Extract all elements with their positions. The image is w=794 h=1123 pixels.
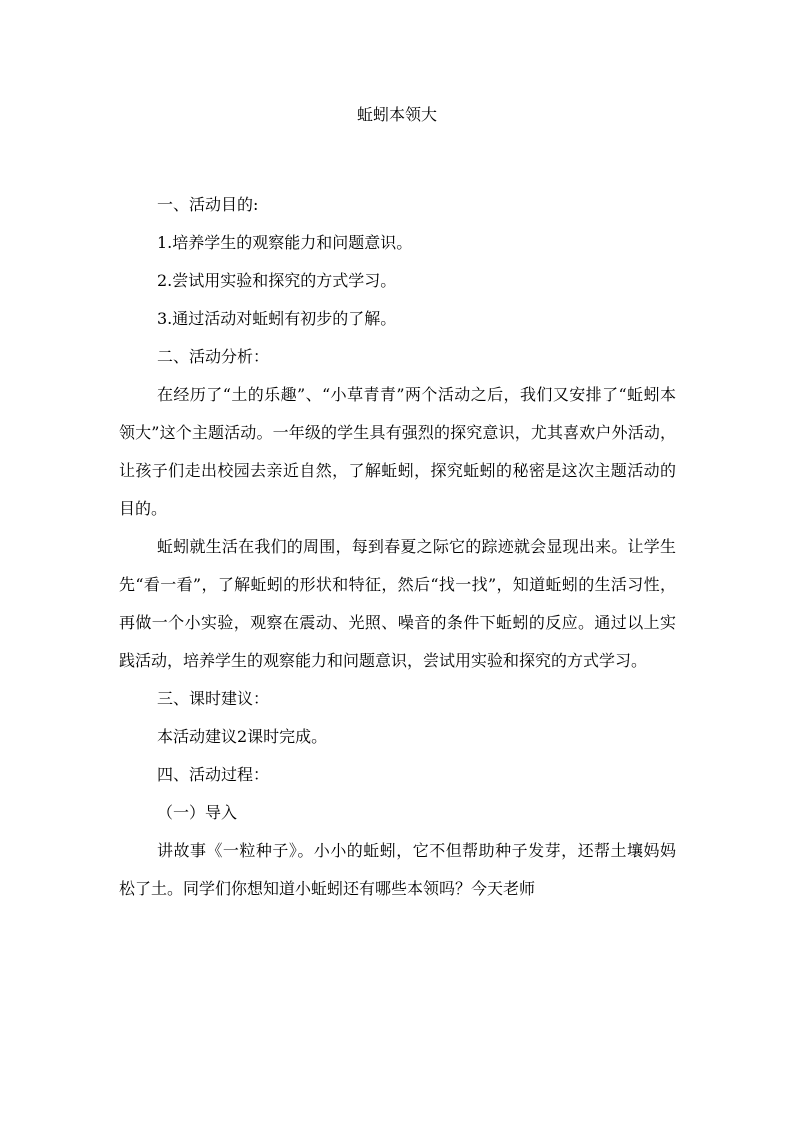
analysis-paragraph-2: 蚯蚓就生活在我们的周围，每到春夏之际它的踪迹就会显现出来。让学生先“看一看”，了解蚯蚓的形状和特征，然后“找一找”，知道蚯蚓的生活习性，再做一个小实验，观察在震动、光照、噪音的条件下蚯蚓的反应。通过以上实践活动，培养学生的观察能力和问题意识，尝试用实验和探究的方式学习。 [119, 537, 676, 670]
document-title: 蚯蚓本领大 [356, 105, 437, 124]
purpose-item-2: 2.尝试用实验和探究的方式学习。 [157, 271, 397, 290]
document-body [119, 186, 676, 908]
section-heading-process: 四、活动过程： [157, 765, 270, 784]
section-heading-purpose: 一、活动目的: [157, 195, 259, 214]
analysis-paragraph-1: 在经历了“土的乐趣”、“小草青青”两个活动之后，我们又安排了“蚯蚓本领大”这个主题活动。一年级的学生具有强烈的探究意识，尤其喜欢户外活动，让孩子们走出校园去亲近自然，了解蚯蚓，探究蚯蚓的秘密是这次主题活动的目的。 [119, 385, 676, 518]
subsection-heading-intro: （一）导入 [157, 803, 238, 822]
section-heading-schedule: 三、课时建议： [157, 689, 270, 708]
purpose-item-1: 1.培养学生的观察能力和问题意识。 [157, 233, 413, 252]
section-heading-analysis: 二、活动分析： [157, 347, 270, 366]
intro-paragraph: 讲故事《一粒种子》。小小的蚯蚓，它不但帮助种子发芽，还帮土壤妈妈松了土。同学们你想知道小蚯蚓还有哪些本领吗？今天老师 [119, 841, 676, 898]
purpose-item-3: 3.通过活动对蚯蚓有初步的了解。 [157, 309, 397, 328]
schedule-text: 本活动建议2课时完成。 [157, 727, 328, 746]
